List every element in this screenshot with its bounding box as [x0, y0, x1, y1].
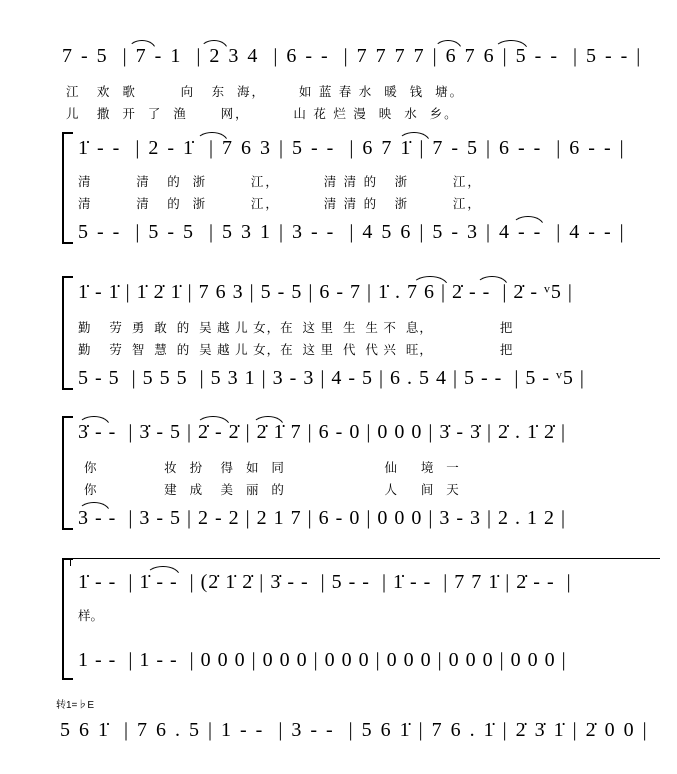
notes-line: 5 6 1̇ | 7 6 . 5 | 1 - - | 3 - - | 5 6 1̇ | 7 6 . 1̇ | 2̇ 3̇ 1̇ | 2̇ 0 0 | [60, 719, 649, 741]
lyric-line-1: 样。 [78, 609, 104, 623]
system-brace [62, 276, 73, 390]
system-5 [0, 552, 677, 682]
slur-arc [146, 566, 180, 576]
system-brace [62, 558, 73, 680]
lyric-line-2: 你 建 成 美 丽 的 人 间 天 [84, 483, 461, 497]
notes-line-lower: 1 - - | 1 - - | 0 0 0 | 0 0 0 | 0 0 0 | 0 0 0 | 0 0 0 | 0 0 0 | [78, 649, 567, 671]
notes-line: 7 - 5 | 7 - 1 | 2 3 4 | 6 - - | 7 7 7 7 | 6 7 6 | 5 - - | 5 - - | [62, 45, 643, 67]
ending-bracket [70, 558, 660, 560]
slur-arc [78, 416, 110, 426]
slur-arc [196, 132, 228, 142]
lyric-line-1: 你 妆 扮 得 如 同 仙 境 一 [84, 461, 461, 475]
slur-arc [200, 40, 228, 50]
system-1 [0, 20, 677, 121]
ending-bracket-tick [70, 558, 72, 566]
lyric-line-2: 儿 撒 开 了 渔 网， 山 花 烂 漫 映 水 乡。 [66, 107, 459, 121]
slur-arc [78, 502, 110, 512]
lyric-line-2: 清 清 的 浙 江， 清 清 的 浙 江， [78, 197, 482, 211]
slur-arc [434, 40, 462, 50]
key-change-label: 转1=♭E [56, 700, 95, 711]
lyric-line-2: 勤 劳 智 慧 的 吴 越 儿 女，在 这 里 代 代 兴 旺， 把 [78, 343, 514, 357]
notes-line-upper: 1̇ - - | 2 - 1̇ | 7 6 3 | 5 - - | 6 7 1̇ | 7 - 5 | 6 - - | 6 - - | [78, 137, 626, 159]
slur-arc [476, 276, 508, 286]
slur-arc [494, 40, 528, 50]
system-brace [62, 132, 73, 244]
slur-arc [412, 276, 448, 286]
system-3 [0, 272, 677, 394]
slur-arc [252, 416, 284, 426]
system-4 [0, 412, 677, 534]
system-2 [0, 128, 677, 248]
system-6 [0, 692, 677, 762]
slur-arc [196, 416, 230, 426]
slur-arc [512, 216, 544, 226]
slur-arc [398, 132, 430, 142]
notes-line-lower: 5 - 5 | 5 5 5 | 5 3 1 | 3 - 3 | 4 - 5 | 6 . 5 4 | 5 - - | 5 - ᵛ5 | [78, 367, 585, 389]
notes-line-upper: 3̇ - - | 3̇ - 5 | 2̇ - 2̇ | 2̇ 1̇ 7 | 6 - 0 | 0 0 0 | 3̇ - 3̇ | 2̇ . 1̇ 2̇ | [78, 421, 566, 443]
lyric-line-1: 江 欢 歌 向 东 海， 如 蓝 春 水 暖 钱 塘。 [66, 85, 465, 99]
lyric-line-1: 清 清 的 浙 江， 清 清 的 浙 江， [78, 175, 482, 189]
notes-line-lower: 5 - - | 5 - 5 | 5 3 1 | 3 - - | 4 5 6 | 5 - 3 | 4 - - | 4 - - | [78, 221, 626, 243]
system-brace [62, 416, 73, 530]
slur-arc [128, 40, 156, 50]
notes-line-upper: 1̇ - 1̇ | 1̇ 2̇ 1̇ | 7 6 3 | 5 - 5 | 6 - 7 | 1̇ . 7 6 | 2̇ - - | 2̇ - ᵛ5 | [78, 281, 573, 303]
notes-line-lower: 3 - - | 3 - 5 | 2 - 2 | 2 1 7 | 6 - 0 | 0 0 0 | 3 - 3 | 2 . 1 2 | [78, 507, 566, 529]
lyric-line-1: 勤 劳 勇 敢 的 吴 越 儿 女，在 这 里 生 生 不 息， 把 [78, 321, 514, 335]
notes-line-upper: 1̇ - - | 1̇ - - | (2̇ 1̇ 2̇ | 3̇ - - | 5 - - | 1̇ - - | 7 7 1̇ | 2̇ - - | [78, 571, 572, 593]
